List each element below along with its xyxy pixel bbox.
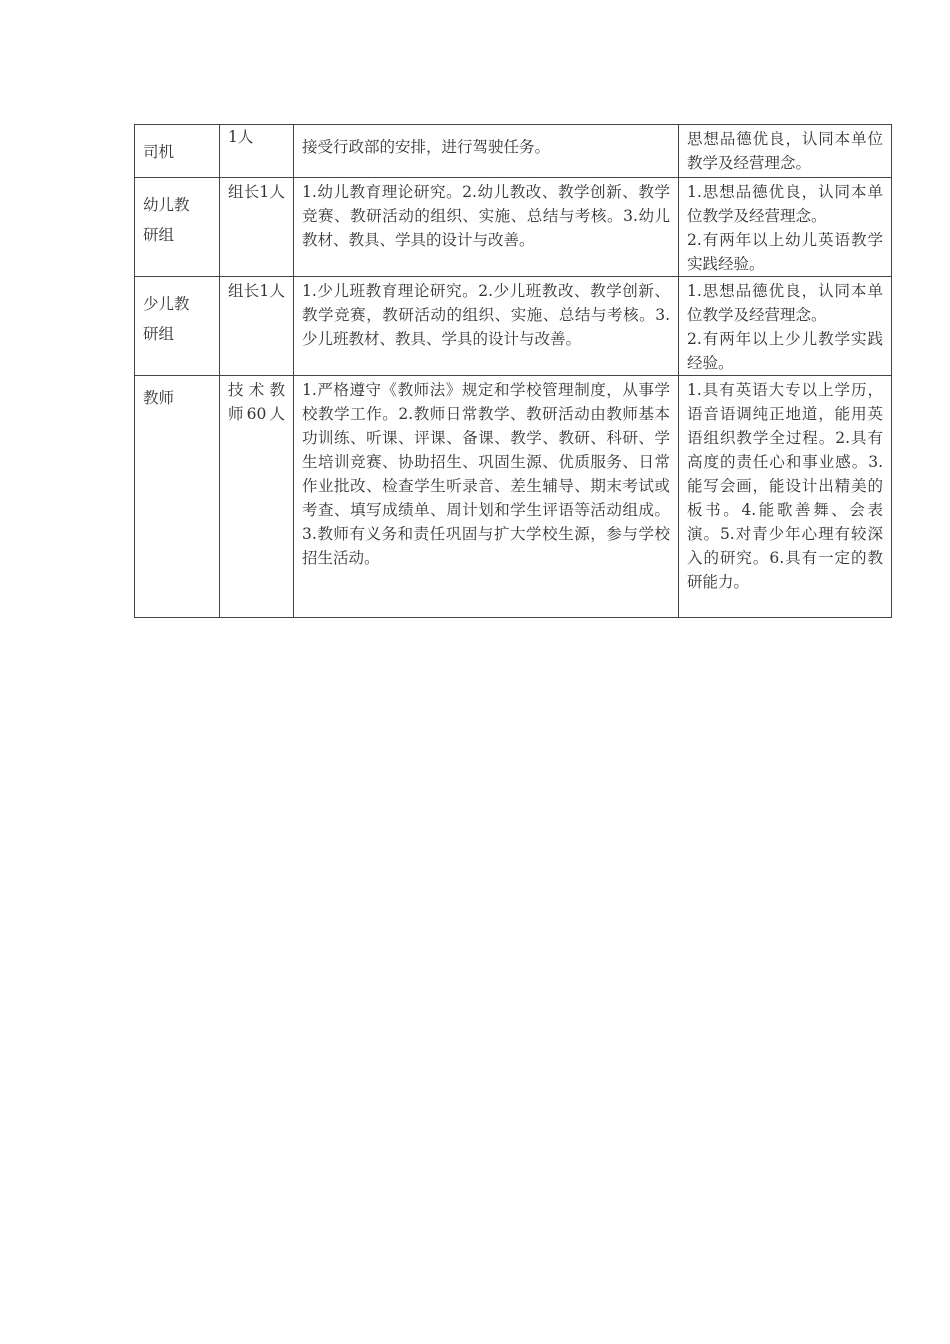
table-row bbox=[135, 376, 892, 618]
duties-cell bbox=[294, 125, 679, 178]
table-row bbox=[135, 125, 892, 178]
requirement-line: 1.思想品德优良，认同本单位教学及经营理念。 bbox=[687, 183, 883, 225]
duties-text: 1.严格遵守《教师法》规定和学校管理制度，从事学校教学工作。2.教师日常教学、教研活动由教师基本功训练、听课、评课、备课、教学、教研、科研、学生培训竞赛、协助招生、巩固生源、优质服务、日常作业批改、检查学生听录音、差生辅导、期末考试或考查、填写成绩单、周计划和学生评语等活动组成。3.教师有义务和责任巩固与扩大学校生源，参与学校招生活动。 bbox=[302, 381, 670, 567]
count-label: 组长1人 bbox=[228, 183, 285, 201]
position-label: 幼儿教研组 bbox=[143, 196, 190, 244]
duties-text: 接受行政部的安排，进行驾驶任务。 bbox=[302, 138, 551, 156]
requirements-cell bbox=[679, 277, 892, 376]
position-label: 司机 bbox=[143, 143, 175, 161]
requirements-cell bbox=[679, 376, 892, 618]
position-label: 少儿教研组 bbox=[143, 295, 190, 343]
requirement-line: 1.具有英语大专以上学历，语音语调纯正地道，能用英语组织教学全过程。2.具有高度的责任心和事业感。3.能写会画，能设计出精美的板书。4.能歌善舞、会表演。5.对青少年心理有较深入的研究。6.具有一定的教研能力。 bbox=[687, 381, 883, 591]
requirements-cell bbox=[679, 125, 892, 178]
requirements-cell bbox=[679, 178, 892, 277]
table-row bbox=[135, 178, 892, 277]
table-row bbox=[135, 277, 892, 376]
position-cell bbox=[135, 376, 220, 618]
duties-text: 1.幼儿教育理论研究。2.幼儿教改、教学创新、教学竞赛、教研活动的组织、实施、总结与考核。3.幼儿教材、教具、学具的设计与改善。 bbox=[302, 183, 670, 249]
count-label: 组长1人 bbox=[228, 282, 285, 300]
position-cell bbox=[135, 277, 220, 376]
duties-cell bbox=[294, 178, 679, 277]
position-cell bbox=[135, 178, 220, 277]
count-cell bbox=[220, 125, 294, 178]
count-label: 技术教师60人 bbox=[228, 381, 285, 423]
staff-table bbox=[134, 124, 892, 618]
duties-text: 1.少儿班教育理论研究。2.少儿班教改、教学创新、教学竞赛，教研活动的组织、实施、总结与考核。3.少儿班教材、教具、学具的设计与改善。 bbox=[302, 282, 670, 348]
requirement-line: 1.思想品德优良，认同本单位教学及经营理念。 bbox=[687, 282, 883, 324]
duties-cell bbox=[294, 376, 679, 618]
position-cell bbox=[135, 125, 220, 178]
position-label: 教师 bbox=[143, 389, 175, 407]
requirement-line: 2.有两年以上幼儿英语教学实践经验。 bbox=[687, 231, 883, 273]
count-label: 1人 bbox=[228, 128, 254, 146]
duties-cell bbox=[294, 277, 679, 376]
count-cell bbox=[220, 277, 294, 376]
requirement-line: 2.有两年以上少儿教学实践经验。 bbox=[687, 330, 883, 372]
requirement-line: 思想品德优良，认同本单位教学及经营理念。 bbox=[687, 130, 883, 172]
count-cell bbox=[220, 376, 294, 618]
count-cell bbox=[220, 178, 294, 277]
